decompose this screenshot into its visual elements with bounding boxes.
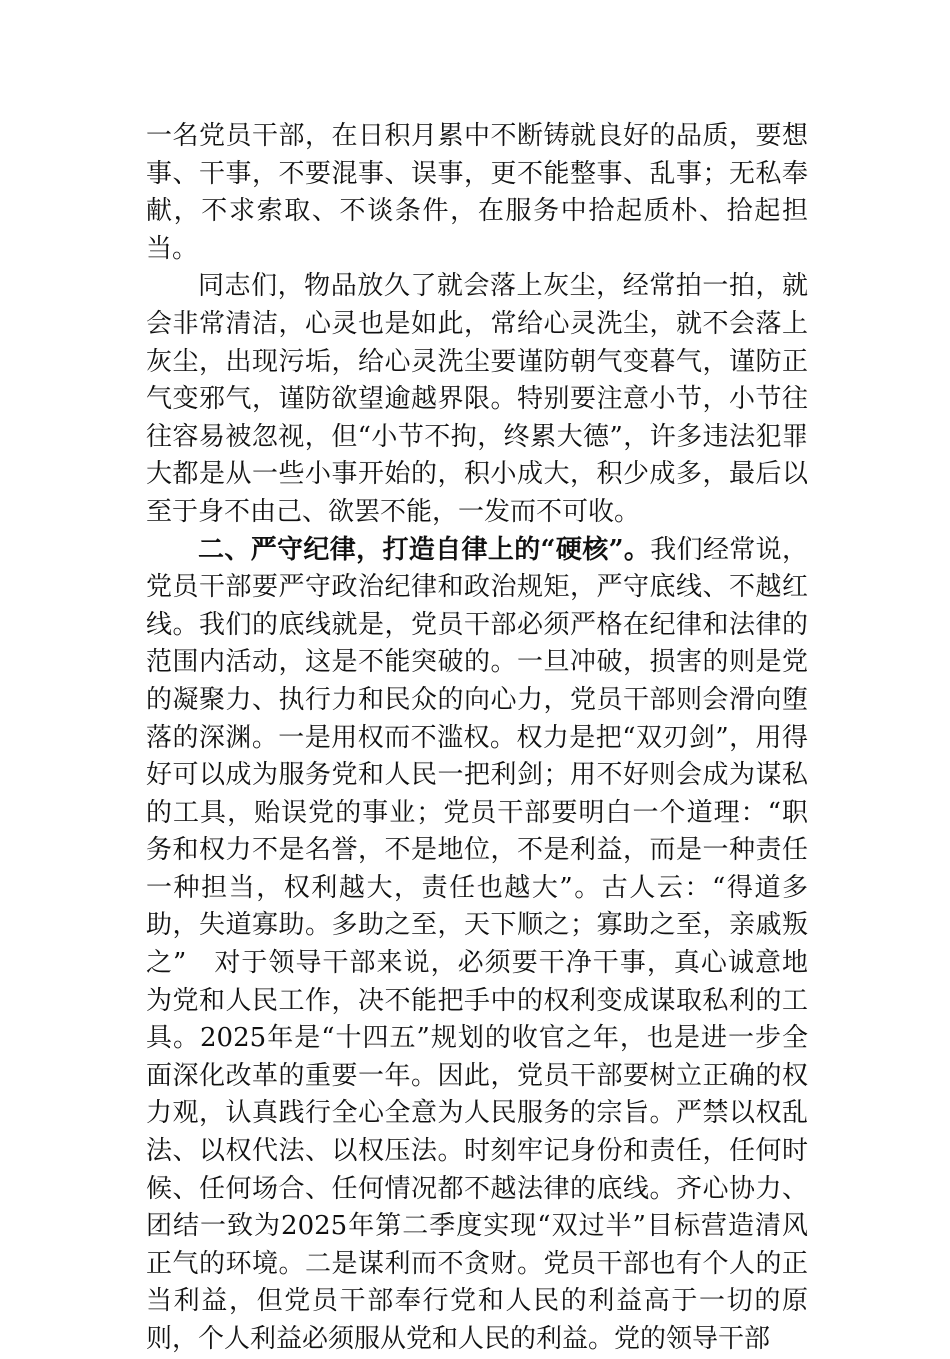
paragraph-dust-metaphor: 同志们，物品放久了就会落上灰尘，经常拍一拍，就会非常清洁，心灵也是如此，常给心灵洗尘，就不会落上灰尘，出现污垢，给心灵洗尘要谨防朝气变暮气，谨防正气变邪气，谨防欲望逾越界限。特别要注意小节，小节往往容易被忽视，但“小节不拘，终累大德”，许多违法犯罪大都是从一些小事开始的，积小成大，积少成多，最后以至于身不由己、欲罢不能，一发而不可收。 <box>146 271 808 527</box>
paragraph-discipline-body: 我们经常说，党员干部要严守政治纪律和政治规矩，严守底线、不越红线。我们的底线就是，党员干部必须严格在纪律和法律的范围内活动，这是不能突破的。一旦冲破，损害的则是党的凝聚力、执行力和民众的向心力，党员干部则会滑向堕落的深渊。一是用权而不滥权。权力是把“双刃剑”，用得好可以成为服务党和人民一把利剑；用不好则会成为谋私的工具，贻误党的事业；党员干部要明白一个道理：“职务和权力不是名誉，不是地位，不是利益，而是一种责任一种担当，权利越大，责任也越大”。古人云：“得道多助，失道寡助。多助之至，天下顺之；寡助之至，亲戚叛之” 对于领导干部来说，必须要干净干事，真心诚意地为党和人民工作，决不能把手中的权利变成谋取私利的工具。2025年是“十四五”规划的收官之年，也是进一步全面深化改革的重要一年。因此，党员干部要树立正确的权力观，认真践行全心全意为人民服务的宗旨。严禁以权乱法、以权代法、以权压法。时刻牢记身份和责任，任何时候、任何场合、任何情况都不越法律的底线。齐心协力、团结一致为2025年第二季度实现“双过半”目标营造清风正气的环境。二是谋利而不贪财。党员干部也有个人的正当利益，但党员干部奉行党和人民的利益高于一切的原则，个人利益必须服从党和人民的利益。党的领导干部 <box>146 534 808 1354</box>
section-heading: 二、严守纪律，打造自律上的“硬核”。 <box>198 534 651 565</box>
paragraph-discipline <box>146 532 808 1359</box>
paragraph-continuation: 一名党员干部，在日积月累中不断铸就良好的品质，要想事、干事，不要混事、误事，更不能整事、乱事；无私奉献，不求索取、不谈条件，在服务中拾起质朴、拾起担当。 <box>146 121 808 264</box>
document-body <box>146 118 808 1359</box>
